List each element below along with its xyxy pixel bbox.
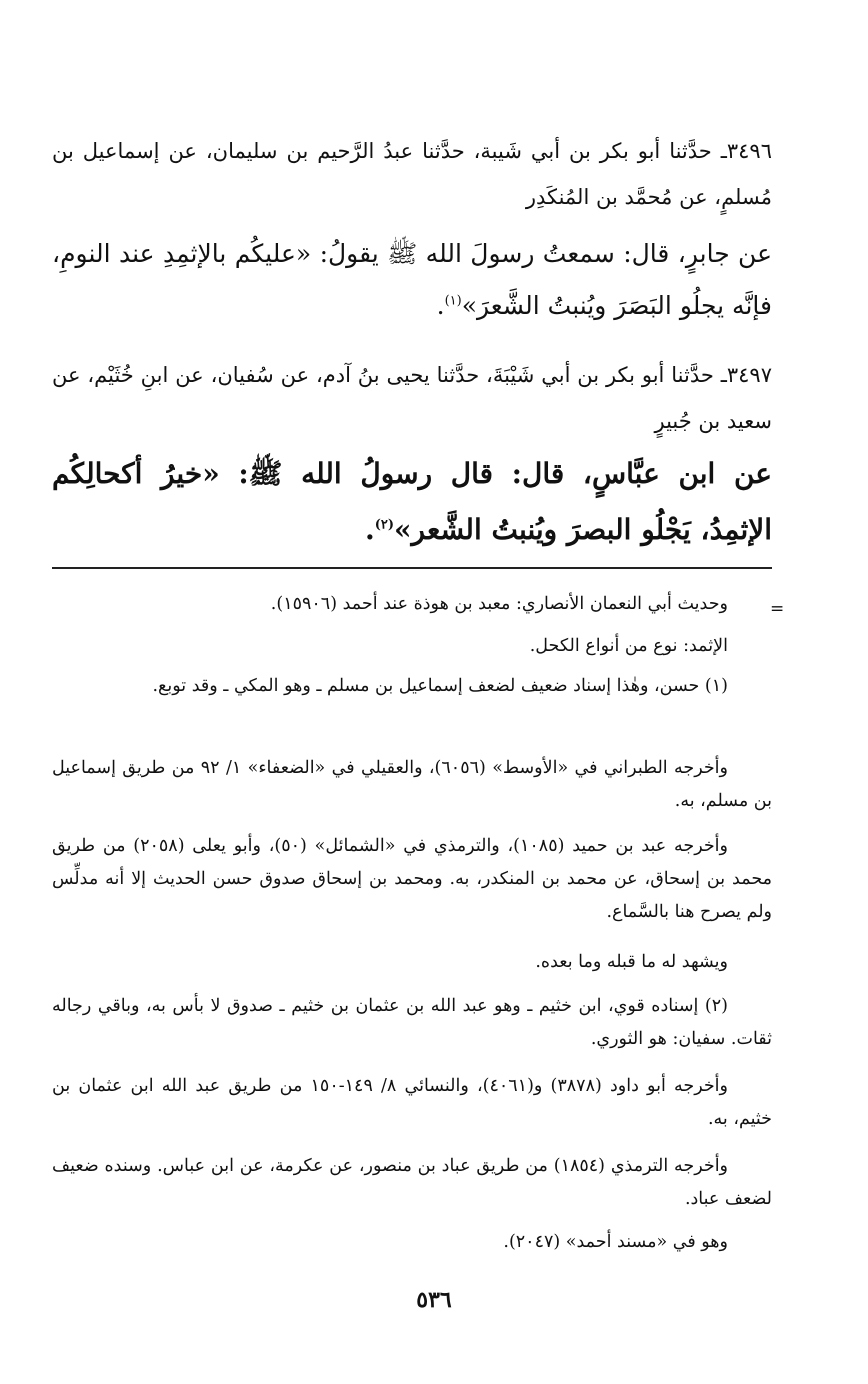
footnote-1-paragraph: (١) حسن، وهٰذا إسناد ضعيف لضعف إسماعيل بن مسلم ـ وهو المكي ـ وقد توبع. (152, 676, 728, 696)
hadith-3497-chain: ٣٤٩٧ـ حدَّثنا أبو بكر بن أبي شَيْبَةَ، حدَّثنا يحيى بنُ آدم، عن سُفيان، عن ابنِ خُثَيْم، عن سعيد بن جُبيرٍ (52, 363, 772, 433)
hadith-3497-end: . (364, 513, 375, 546)
hadith-3496-text (52, 228, 772, 332)
footnote-2-paragraph: وهو في «مسند أحمد» (٢٠٤٧). (503, 1232, 728, 1252)
footnote-1-paragraph: ويشهد له ما قبله وما بعده. (535, 952, 728, 972)
page-number: ٥٣٦ (416, 1287, 452, 1313)
hadith-3496-end: . (436, 291, 445, 320)
footnote-separator (52, 567, 772, 569)
footnote-2-paragraph: (٢) إسناده قوي، ابن خثيم ـ وهو عبد الله بن عثمان بن خثيم ـ صدوق لا بأس به، وباقي رجاله ثقات. سفيان: هو الثوري. (52, 996, 772, 1049)
footnote-1-paragraph: وأخرجه الطبراني في «الأوسط» (٦٠٥٦)، والعقيلي في «الضعفاء» ١/ ٩٢ من طريق إسماعيل بن مسلم، به. (52, 758, 772, 811)
hadith-3497-matn: عن ابن عبَّاسٍ، قال: قال رسولُ الله ﷺ: «خيرُ أكحالِكُم الإثمِدُ، يَجْلُو البصرَ ويُنبتُ الشَّعر» (52, 457, 772, 546)
footnote-continuation-line: وحديث أبي النعمان الأنصاري: معبد بن هوذة عند أحمد (١٥٩٠٦). (270, 594, 728, 614)
hadith-3496-chain: ٣٤٩٦ـ حدَّثنا أبو بكر بن أبي شَيبة، حدَّثنا عبدُ الرَّحيم بن سليمان، عن إسماعيل بن مُسلمٍ، عن مُحمَّد بن المُنكَدِر (52, 139, 772, 209)
footnote-ref-2[interactable]: (٢) (374, 517, 394, 533)
hadith-3496-matn: عن جابرٍ، قال: سمعتُ رسولَ الله ﷺ يقولُ: «عليكُم بالإثمِدِ عند النومِ، فإنَّه يجلُو البَصَرَ ويُنبتُ الشَّعرَ» (52, 239, 772, 320)
footnote-2-paragraph: وأخرجه الترمذي (١٨٥٤) من طريق عباد بن منصور، عن عكرمة، عن ابن عباس. وسنده ضعيف لضعف عباد. (52, 1156, 772, 1209)
continuation-mark: = (770, 599, 785, 619)
footnote-continuation-line: الإثمد: نوع من أنواع الكحل. (529, 636, 728, 656)
footnote-1-paragraph: وأخرجه عبد بن حميد (١٠٨٥)، والترمذي في «الشمائل» (٥٠)، وأبو يعلى (٢٠٥٨) من طريق محمد بن إسحاق، عن محمد بن المنكدر، به. ومحمد بن إسحاق صدوق حسن الحديث إلا أنه مدلِّس ولم يصرح هنا بالسَّماع. (52, 836, 772, 922)
footnote-ref-1[interactable]: (١) (444, 293, 462, 309)
hadith-3497-text (52, 446, 772, 558)
footnote-2-paragraph: وأخرجه أبو داود (٣٨٧٨) و(٤٠٦١)، والنسائي ٨/ ١٤٩-١٥٠ من طريق عبد الله ابن عثمان بن خثيم، به. (52, 1076, 772, 1129)
